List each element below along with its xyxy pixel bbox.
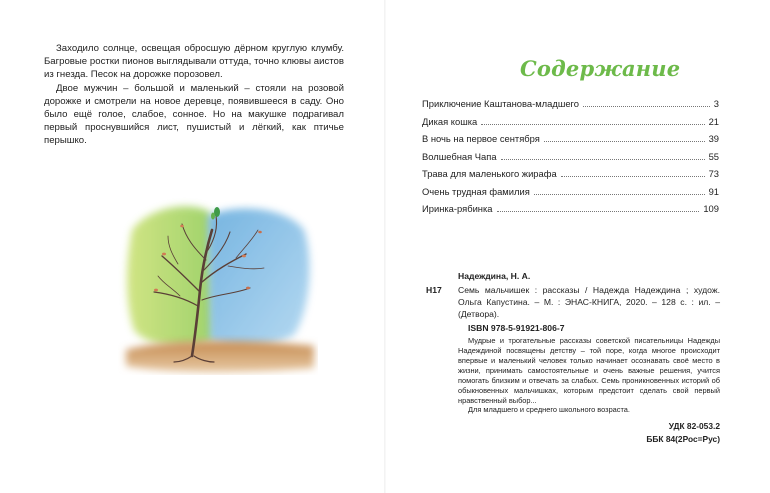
toc-item[interactable]	[422, 116, 719, 134]
toc-item[interactable]	[422, 151, 719, 169]
blue-wash	[208, 208, 309, 346]
page-fold	[384, 0, 386, 493]
toc-leader-dots	[544, 141, 705, 142]
toc-item-title: Дикая кошка	[422, 115, 478, 127]
toc-item[interactable]	[422, 133, 719, 151]
toc-leader-dots	[501, 159, 705, 160]
toc-item-title: В ночь на первое сентября	[422, 133, 540, 144]
toc-leader-dots	[534, 194, 705, 195]
biblio-description: Семь мальчишек : рассказы / Надежда Надеждина ; худож. Ольга Капустина. – М. : ЭНАС-КНИГА, 2020. – 128 с. : ил. – (Детвора).	[458, 285, 720, 319]
toc-leader-dots	[583, 106, 710, 107]
toc-item-page: 109	[703, 203, 719, 214]
toc-item-page: 39	[708, 133, 719, 144]
toc-item-title: Трава для маленького жирафа	[422, 168, 557, 179]
biblio-annotation: Мудрые и трогательные рассказы советской писательницы Надежды Надеждиной посвящены детству – той поре, когда многое происходит впервые и маленький человек только начинает осознавать своё место в жизни, принимать самостоятельные и очень важные решения, учится помогать близким и отвечать за слабых. Семь проникновенных историй об обыкновенных мальчишках, которым предстоит сделать свой первый нравственный выбор...	[458, 336, 720, 405]
biblio-author: Надеждина, Н. А.	[458, 271, 531, 281]
toc-leader-dots	[497, 211, 700, 212]
story-text	[44, 42, 344, 148]
toc-item-title: Иринка-рябинка	[422, 203, 493, 214]
tree-illustration	[118, 190, 318, 375]
story-paragraph: Двое мужчин – большой и маленький – стояли на розовой дорожке и смотрели на новое деревце, появившееся в саду. Оно было ещё голое, слабое, сонное. Но на макушке подрагивал первый проснувшийся лист, пушистый и лёгкий, как птичье перышко.	[44, 82, 344, 147]
toc-item[interactable]	[422, 168, 719, 186]
toc-item-page: 3	[713, 98, 719, 109]
toc-item-title: Волшебная Чапа	[422, 150, 497, 162]
toc-item[interactable]	[422, 203, 719, 221]
toc-item-title: Приключение Каштанова-младшего	[422, 98, 579, 109]
toc-item-page: 91	[708, 185, 719, 197]
toc-item[interactable]	[422, 186, 719, 204]
toc-item[interactable]	[422, 98, 719, 116]
toc-item-page: 21	[708, 115, 719, 127]
biblio-isbn: ISBN 978-5-91921-806-7	[468, 323, 565, 333]
story-paragraph: Заходило солнце, освещая обросшую дёрном круглую клумбу. Багровые ростки пионов выглядывали оттуда, точно клювы аистов из гнезда. Песок на дорожке порозовел.	[44, 43, 344, 81]
table-of-contents	[422, 98, 719, 221]
toc-leader-dots	[561, 176, 705, 177]
toc-item-title: Очень трудная фамилия	[422, 185, 530, 197]
biblio-bbk: ББК 84(2Рос=Рус)	[646, 434, 720, 444]
biblio-udk: УДК 82-053.2	[668, 421, 720, 431]
biblio-age: Для младшего и среднего школьного возраста.	[468, 405, 630, 414]
soil-ground	[126, 341, 314, 372]
contents-title: Содержание	[520, 56, 681, 81]
toc-leader-dots	[481, 124, 704, 125]
biblio-code: Н17	[426, 285, 442, 295]
toc-item-page: 55	[708, 150, 719, 162]
toc-item-page: 73	[708, 168, 719, 179]
